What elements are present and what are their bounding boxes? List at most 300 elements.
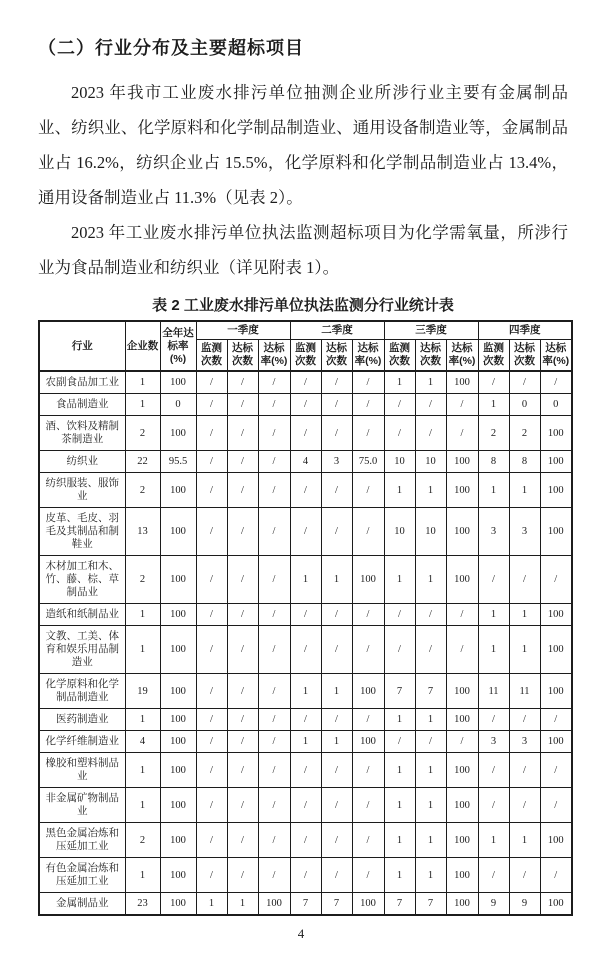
value-cell: /	[227, 473, 258, 508]
value-cell: /	[415, 416, 446, 451]
industry-stats-table	[38, 320, 573, 916]
value-cell: 3	[509, 508, 540, 556]
value-cell: 0	[540, 394, 572, 416]
value-cell: /	[258, 416, 290, 451]
value-cell: /	[352, 473, 384, 508]
value-cell: /	[196, 731, 227, 753]
value-cell: /	[227, 626, 258, 674]
col-subheader-q2-monitor-count: 监测次数	[290, 340, 321, 372]
value-cell: /	[352, 508, 384, 556]
value-cell: /	[509, 371, 540, 394]
value-cell: /	[196, 823, 227, 858]
value-cell: /	[509, 753, 540, 788]
table-row	[39, 753, 572, 788]
value-cell: /	[352, 709, 384, 731]
value-cell: /	[478, 788, 509, 823]
value-cell: 1	[415, 753, 446, 788]
value-cell: /	[352, 394, 384, 416]
value-cell: 1	[227, 893, 258, 916]
value-cell: /	[384, 626, 415, 674]
value-cell: 8	[478, 451, 509, 473]
industry-cell: 橡胶和塑料制品业	[39, 753, 125, 788]
table-row	[39, 674, 572, 709]
table-row	[39, 788, 572, 823]
value-cell: 1	[196, 893, 227, 916]
page-number: 4	[297, 926, 305, 941]
value-cell: /	[352, 626, 384, 674]
value-cell: 100	[352, 893, 384, 916]
value-cell: 100	[160, 731, 196, 753]
value-cell: 1	[384, 858, 415, 893]
industry-cell: 农副食品加工业	[39, 371, 125, 394]
industry-cell: 化学原料和化学制品制造业	[39, 674, 125, 709]
value-cell: /	[321, 626, 352, 674]
value-cell: 1	[509, 626, 540, 674]
value-cell: 1	[321, 731, 352, 753]
value-cell: 100	[446, 858, 478, 893]
value-cell: 1	[290, 556, 321, 604]
value-cell: 100	[160, 604, 196, 626]
industry-cell: 食品制造业	[39, 394, 125, 416]
value-cell: /	[258, 709, 290, 731]
col-header-annual-rate: 全年达标率(%)	[160, 321, 196, 371]
value-cell: 10	[415, 451, 446, 473]
col-header-quarter-3: 三季度	[384, 321, 478, 340]
value-cell: /	[196, 371, 227, 394]
value-cell: /	[227, 451, 258, 473]
value-cell: /	[196, 753, 227, 788]
value-cell: /	[196, 858, 227, 893]
col-subheader-q1-pass-rate: 达标率(%)	[258, 340, 290, 372]
value-cell: /	[446, 394, 478, 416]
value-cell: /	[352, 416, 384, 451]
value-cell: 1	[478, 823, 509, 858]
value-cell: /	[321, 508, 352, 556]
value-cell: /	[290, 371, 321, 394]
value-cell: 1	[415, 858, 446, 893]
value-cell: 100	[540, 731, 572, 753]
table-row	[39, 416, 572, 451]
table-row	[39, 709, 572, 731]
paragraph-industry-distribution: 2023 年我市工业废水排污单位抽测企业所涉行业主要有金属制品业、纺织业、化学原料和化学制品制造业、通用设备制造业等，金属制品业占 16.2%，纺织企业占 15.5%，化学原料和化学制品制造业占 13.4%，通用设备制造业占 11.3%（见表 2）。	[38, 83, 568, 207]
value-cell: /	[258, 371, 290, 394]
value-cell: /	[227, 753, 258, 788]
value-cell: /	[227, 371, 258, 394]
value-cell: 13	[125, 508, 160, 556]
value-cell: 10	[415, 508, 446, 556]
value-cell: 1	[321, 674, 352, 709]
value-cell: 9	[509, 893, 540, 916]
value-cell: /	[290, 508, 321, 556]
value-cell: 100	[446, 556, 478, 604]
col-header-industry: 行业	[39, 321, 125, 371]
industry-cell: 皮革、毛皮、羽毛及其制品和制鞋业	[39, 508, 125, 556]
industry-cell: 黑色金属冶炼和压延加工业	[39, 823, 125, 858]
value-cell: /	[196, 508, 227, 556]
value-cell: /	[540, 556, 572, 604]
value-cell: /	[227, 709, 258, 731]
industry-cell: 非金属矿物制品业	[39, 788, 125, 823]
value-cell: 100	[540, 604, 572, 626]
col-subheader-q2-pass-rate: 达标率(%)	[352, 340, 384, 372]
industry-cell: 化学纤维制造业	[39, 731, 125, 753]
value-cell: /	[258, 823, 290, 858]
value-cell: /	[258, 556, 290, 604]
value-cell: 2	[125, 416, 160, 451]
value-cell: 8	[509, 451, 540, 473]
value-cell: 100	[446, 823, 478, 858]
col-header-enterprise-count: 企业数	[125, 321, 160, 371]
industry-cell: 造纸和纸制品业	[39, 604, 125, 626]
value-cell: /	[540, 709, 572, 731]
value-cell: 1	[125, 626, 160, 674]
value-cell: 4	[125, 731, 160, 753]
value-cell: 100	[540, 893, 572, 916]
value-cell: 4	[290, 451, 321, 473]
value-cell: 1	[478, 473, 509, 508]
industry-cell: 纺织业	[39, 451, 125, 473]
value-cell: /	[196, 416, 227, 451]
value-cell: /	[321, 604, 352, 626]
value-cell: /	[540, 858, 572, 893]
value-cell: /	[227, 823, 258, 858]
value-cell: /	[446, 416, 478, 451]
value-cell: 11	[509, 674, 540, 709]
value-cell: /	[227, 508, 258, 556]
value-cell: /	[352, 858, 384, 893]
value-cell: 100	[352, 556, 384, 604]
col-header-quarter-4: 四季度	[478, 321, 572, 340]
value-cell: 1	[415, 709, 446, 731]
value-cell: /	[227, 604, 258, 626]
value-cell: 3	[478, 508, 509, 556]
value-cell: 1	[415, 788, 446, 823]
value-cell: 1	[384, 556, 415, 604]
value-cell: 1	[509, 604, 540, 626]
industry-cell: 文教、工美、体育和娱乐用品制造业	[39, 626, 125, 674]
value-cell: 3	[509, 731, 540, 753]
value-cell: /	[352, 753, 384, 788]
col-subheader-q3-monitor-count: 监测次数	[384, 340, 415, 372]
value-cell: /	[290, 788, 321, 823]
value-cell: /	[478, 371, 509, 394]
value-cell: 1	[478, 604, 509, 626]
value-cell: /	[509, 556, 540, 604]
value-cell: 10	[384, 508, 415, 556]
value-cell: /	[509, 709, 540, 731]
value-cell: 100	[160, 473, 196, 508]
value-cell: /	[384, 731, 415, 753]
value-cell: /	[352, 604, 384, 626]
value-cell: /	[258, 508, 290, 556]
value-cell: 22	[125, 451, 160, 473]
table-row	[39, 858, 572, 893]
value-cell: 100	[160, 709, 196, 731]
value-cell: 1	[125, 788, 160, 823]
value-cell: 7	[415, 893, 446, 916]
value-cell: /	[509, 858, 540, 893]
section-heading: （二）行业分布及主要超标项目	[38, 38, 304, 58]
value-cell: /	[290, 626, 321, 674]
table-row	[39, 604, 572, 626]
value-cell: 100	[540, 823, 572, 858]
value-cell: 100	[540, 416, 572, 451]
value-cell: /	[227, 416, 258, 451]
value-cell: 1	[478, 626, 509, 674]
table-row	[39, 451, 572, 473]
value-cell: 9	[478, 893, 509, 916]
value-cell: 0	[160, 394, 196, 416]
value-cell: /	[290, 753, 321, 788]
value-cell: 95.5	[160, 451, 196, 473]
value-cell: 2	[125, 823, 160, 858]
value-cell: 100	[160, 788, 196, 823]
value-cell: /	[540, 371, 572, 394]
value-cell: /	[446, 604, 478, 626]
value-cell: 1	[384, 753, 415, 788]
value-cell: /	[258, 451, 290, 473]
value-cell: /	[227, 788, 258, 823]
value-cell: 100	[540, 626, 572, 674]
value-cell: 1	[384, 709, 415, 731]
value-cell: 2	[125, 473, 160, 508]
value-cell: 1	[415, 556, 446, 604]
value-cell: /	[196, 604, 227, 626]
value-cell: 7	[384, 674, 415, 709]
value-cell: 1	[384, 473, 415, 508]
value-cell: 100	[446, 753, 478, 788]
value-cell: 1	[384, 788, 415, 823]
value-cell: 1	[509, 473, 540, 508]
value-cell: /	[415, 394, 446, 416]
value-cell: 11	[478, 674, 509, 709]
value-cell: /	[258, 473, 290, 508]
value-cell: 23	[125, 893, 160, 916]
value-cell: /	[290, 394, 321, 416]
value-cell: /	[321, 416, 352, 451]
value-cell: 1	[478, 394, 509, 416]
industry-cell: 医药制造业	[39, 709, 125, 731]
value-cell: 1	[321, 556, 352, 604]
value-cell: 1	[415, 371, 446, 394]
value-cell: /	[352, 371, 384, 394]
value-cell: /	[478, 753, 509, 788]
value-cell: 100	[446, 473, 478, 508]
value-cell: 1	[125, 604, 160, 626]
value-cell: /	[415, 731, 446, 753]
value-cell: /	[478, 858, 509, 893]
value-cell: 0	[509, 394, 540, 416]
table-row	[39, 508, 572, 556]
value-cell: 7	[321, 893, 352, 916]
value-cell: 100	[446, 788, 478, 823]
table-row	[39, 893, 572, 916]
value-cell: /	[258, 788, 290, 823]
industry-cell: 木材加工和木、竹、藤、棕、草制品业	[39, 556, 125, 604]
value-cell: 100	[160, 626, 196, 674]
value-cell: /	[227, 556, 258, 604]
table-header	[39, 321, 572, 371]
value-cell: 100	[160, 508, 196, 556]
value-cell: /	[258, 858, 290, 893]
value-cell: /	[196, 556, 227, 604]
col-header-quarter-2: 二季度	[290, 321, 384, 340]
value-cell: 100	[160, 674, 196, 709]
value-cell: 100	[540, 451, 572, 473]
value-cell: 1	[125, 709, 160, 731]
value-cell: 10	[384, 451, 415, 473]
value-cell: 100	[446, 893, 478, 916]
value-cell: 1	[290, 674, 321, 709]
value-cell: 100	[446, 674, 478, 709]
value-cell: 100	[446, 451, 478, 473]
value-cell: /	[446, 626, 478, 674]
value-cell: /	[258, 731, 290, 753]
value-cell: 1	[125, 394, 160, 416]
value-cell: /	[415, 626, 446, 674]
value-cell: 100	[160, 823, 196, 858]
value-cell: 2	[509, 416, 540, 451]
value-cell: /	[196, 788, 227, 823]
value-cell: 1	[125, 753, 160, 788]
table-row	[39, 556, 572, 604]
value-cell: 100	[446, 709, 478, 731]
value-cell: 2	[478, 416, 509, 451]
col-subheader-q4-pass-count: 达标次数	[509, 340, 540, 372]
value-cell: /	[290, 823, 321, 858]
value-cell: /	[321, 473, 352, 508]
value-cell: /	[478, 709, 509, 731]
value-cell: /	[321, 394, 352, 416]
value-cell: /	[509, 788, 540, 823]
value-cell: /	[196, 473, 227, 508]
col-subheader-q4-pass-rate: 达标率(%)	[540, 340, 572, 372]
value-cell: /	[290, 473, 321, 508]
value-cell: /	[196, 451, 227, 473]
value-cell: 100	[160, 371, 196, 394]
value-cell: 100	[540, 473, 572, 508]
value-cell: 1	[415, 823, 446, 858]
industry-cell: 有色金属冶炼和压延加工业	[39, 858, 125, 893]
industry-cell: 酒、饮料及精制茶制造业	[39, 416, 125, 451]
value-cell: /	[384, 416, 415, 451]
value-cell: 100	[160, 858, 196, 893]
value-cell: /	[258, 604, 290, 626]
value-cell: /	[290, 858, 321, 893]
value-cell: 100	[352, 674, 384, 709]
table-row	[39, 371, 572, 394]
value-cell: /	[196, 394, 227, 416]
value-cell: 1	[125, 858, 160, 893]
value-cell: /	[196, 626, 227, 674]
value-cell: /	[290, 416, 321, 451]
value-cell: /	[352, 788, 384, 823]
value-cell: 100	[540, 508, 572, 556]
value-cell: /	[290, 604, 321, 626]
value-cell: /	[478, 556, 509, 604]
value-cell: 100	[352, 731, 384, 753]
value-cell: /	[321, 858, 352, 893]
value-cell: 100	[160, 416, 196, 451]
value-cell: 1	[415, 473, 446, 508]
industry-cell: 纺织服装、服饰业	[39, 473, 125, 508]
value-cell: 100	[258, 893, 290, 916]
col-subheader-q1-pass-count: 达标次数	[227, 340, 258, 372]
table-row	[39, 823, 572, 858]
value-cell: 2	[125, 556, 160, 604]
value-cell: 19	[125, 674, 160, 709]
value-cell: 1	[290, 731, 321, 753]
industry-cell: 金属制品业	[39, 893, 125, 916]
value-cell: 100	[540, 674, 572, 709]
col-subheader-q3-pass-count: 达标次数	[415, 340, 446, 372]
table-row	[39, 394, 572, 416]
value-cell: /	[446, 731, 478, 753]
col-subheader-q4-monitor-count: 监测次数	[478, 340, 509, 372]
value-cell: /	[196, 674, 227, 709]
value-cell: /	[384, 394, 415, 416]
value-cell: /	[540, 788, 572, 823]
value-cell: /	[258, 394, 290, 416]
table-header-row-top	[39, 321, 572, 340]
value-cell: 1	[509, 823, 540, 858]
value-cell: 100	[160, 893, 196, 916]
value-cell: /	[227, 731, 258, 753]
value-cell: /	[321, 753, 352, 788]
value-cell: 3	[321, 451, 352, 473]
value-cell: 7	[415, 674, 446, 709]
value-cell: /	[321, 371, 352, 394]
value-cell: /	[384, 604, 415, 626]
col-subheader-q1-monitor-count: 监测次数	[196, 340, 227, 372]
value-cell: 1	[125, 371, 160, 394]
value-cell: /	[258, 674, 290, 709]
value-cell: /	[352, 823, 384, 858]
value-cell: /	[540, 753, 572, 788]
table-row	[39, 626, 572, 674]
col-subheader-q3-pass-rate: 达标率(%)	[446, 340, 478, 372]
value-cell: /	[227, 394, 258, 416]
value-cell: /	[321, 709, 352, 731]
value-cell: 75.0	[352, 451, 384, 473]
table-row	[39, 731, 572, 753]
table-row	[39, 473, 572, 508]
value-cell: 3	[478, 731, 509, 753]
value-cell: /	[321, 823, 352, 858]
value-cell: 100	[446, 371, 478, 394]
value-cell: /	[258, 753, 290, 788]
value-cell: 7	[384, 893, 415, 916]
value-cell: 1	[384, 371, 415, 394]
value-cell: /	[196, 709, 227, 731]
value-cell: /	[227, 674, 258, 709]
table-title: 表 2 工业废水排污单位执法监测分行业统计表	[152, 297, 454, 314]
col-header-quarter-1: 一季度	[196, 321, 290, 340]
value-cell: /	[290, 709, 321, 731]
value-cell: 100	[160, 556, 196, 604]
value-cell: 7	[290, 893, 321, 916]
value-cell: /	[415, 604, 446, 626]
value-cell: /	[258, 626, 290, 674]
value-cell: 100	[160, 753, 196, 788]
value-cell: 1	[384, 823, 415, 858]
paragraph-exceedance-items: 2023 年工业废水排污单位执法监测超标项目为化学需氧量，所涉行业为食品制造业和纺织业（详见附表 1）。	[38, 223, 568, 277]
table-body	[39, 371, 572, 915]
col-subheader-q2-pass-count: 达标次数	[321, 340, 352, 372]
value-cell: /	[321, 788, 352, 823]
value-cell: 100	[446, 508, 478, 556]
value-cell: /	[227, 858, 258, 893]
